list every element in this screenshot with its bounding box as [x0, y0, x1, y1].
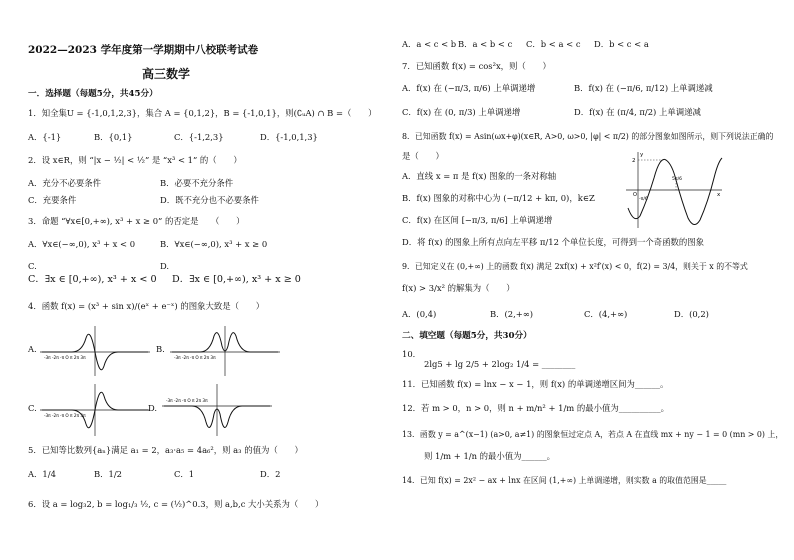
q7-option-a: A．f(x) 在 (−π/3, π/6) 上单调递增 — [402, 83, 536, 93]
q1-option-c: C．{-1,2,3} — [174, 132, 224, 142]
q4-graph-a — [36, 322, 154, 378]
q9-option-b: B．(2,+∞) — [490, 309, 534, 319]
section-1-heading: 一．选择题（每题5分，共45分） — [28, 89, 158, 99]
q14-stem: 14．已知 f(x) = 2x² − ax + lnx 在区间 (1,+∞) 上单调递增，则实数 a 的取值范围是_____ — [402, 476, 727, 485]
q8-option-d: D．将 f(x) 的图象上所有点向左平移 π/12 个单位长度，可得到一个奇函数的图象 — [402, 237, 704, 247]
q2-option-d: D．既不充分也不必要条件 — [160, 195, 259, 205]
q3-option-c-label: C. — [28, 261, 37, 271]
q10-stem: 10． — [402, 349, 422, 359]
section-2-heading: 二、填空题（每题5分，共30分） — [402, 331, 532, 341]
q3-stem: 3．命题 “∀x∈[0,+∞), x³ + x ≥ 0” 的否定是 （ ） — [28, 216, 245, 226]
exam-title: 2022—2023 学年度第一学期期中八校联考试卷 — [28, 44, 259, 56]
q8-option-a: A．直线 x = π 是 f(x) 图象的一条对称轴 — [402, 171, 557, 181]
q8-label-x: x — [717, 192, 721, 198]
q6-option-a: A．a < c < b — [402, 39, 457, 49]
q1-option-a: A．{-1} — [28, 132, 62, 142]
q6-option-b: B．a < b < c — [458, 39, 513, 49]
q6-stem: 6．设 a = log₃2, b = log₁/₃ ½, c = (½)^0.3，则 a,b,c 大小关系为（ ） — [28, 499, 324, 509]
q8-stem: 8．已知函数 f(x) = Asin(ωx+φ)(x∈R, A>0, ω>0, |φ| < π/2) 的部分图象如图所示，则下列说法正确的 — [402, 132, 774, 141]
q1-option-d: D．{-1,0,1,3} — [260, 132, 318, 142]
q4-ticks-a: -3π -2π -π O π 2π 3π — [44, 355, 86, 360]
q2-stem: 2．设 x∈R，则 “|x − ½| < ½” 是 “x³ < 1” 的（ ） — [28, 155, 242, 165]
q8-stem-cont: 是（ ） — [402, 151, 444, 161]
q4-ticks-d: -3π -2π -π O π 2π 3π — [166, 398, 208, 403]
q2-option-a: A．充分不必要条件 — [28, 178, 102, 188]
q4-label-b: B. — [156, 344, 165, 354]
q7-option-c: C．f(x) 在 (0, π/3) 上单调递增 — [402, 107, 521, 117]
q8-sine-graph — [624, 150, 724, 230]
q7-stem: 7．已知函数 f(x) = cos²x，则（ ） — [402, 61, 551, 71]
q3-option-d: D．∃x ∈ [0,+∞), x³ + x ≥ 0 — [172, 274, 301, 285]
q4-label-a: A. — [28, 344, 37, 354]
exam-subtitle: 高三数学 — [142, 67, 191, 81]
q2-option-b: B．必要不充分条件 — [160, 178, 234, 188]
q5-option-a: A．1/4 — [28, 469, 56, 479]
q6-option-d: D．b < c < a — [594, 39, 649, 49]
q3-option-c: C．∃x ∈ [0,+∞), x³ + x < 0 — [28, 274, 157, 285]
q9-option-d: D．(0,2) — [674, 309, 709, 319]
q10-expression: 2lg5 + lg 2/5 + 2log₂ 1/4 = ________ — [424, 359, 576, 369]
q7-option-d: D．f(x) 在 (π/4, π/2) 上单调递减 — [574, 107, 701, 117]
q8-label-5pi6: 5π/6 — [672, 177, 682, 182]
q13-stem-cont: 则 1/m + 1/n 的最小值为______。 — [424, 451, 556, 461]
q9-option-a: A．(0,4) — [402, 309, 437, 319]
q4-label-c: C. — [28, 403, 37, 413]
q4-label-d: D. — [148, 403, 158, 413]
q5-stem: 5．已知等比数列{aₙ}满足 a₁ = 2，a₃·a₅ = 4a₆²，则 a₃ 的值为（ ） — [28, 445, 303, 455]
q3-option-d-label: D. — [160, 261, 170, 271]
q3-option-a: A．∀x∈(−∞,0), x³ + x < 0 — [28, 239, 136, 249]
q11-stem: 11．已知函数 f(x) = lnx − x − 1，则 f(x) 的单调递增区间为______。 — [402, 379, 669, 389]
q9-stem: 9．已知定义在 (0,+∞) 上的函数 f(x) 满足 2xf(x) + x²f′(x) < 0，f(2) = 3/4，则关于 x 的不等式 — [402, 262, 748, 271]
q12-stem: 12．若 m > 0，n > 0，则 n + m/n² + 1/m 的最小值为__________。 — [402, 403, 670, 413]
q8-option-c: C．f(x) 在区间 [−π/3, π/6] 上单调递增 — [402, 215, 553, 225]
q4-graph-b — [166, 322, 284, 378]
q7-option-b: B．f(x) 在 (−π/6, π/12) 上单调递减 — [574, 83, 713, 93]
q4-graph-d — [158, 380, 276, 438]
q3-option-b: B．∀x∈(−∞,0), x³ + x ≥ 0 — [160, 239, 268, 249]
q5-option-c: C．1 — [174, 469, 195, 479]
q4-ticks-b: -3π -2π -π O π 2π 3π — [174, 355, 216, 360]
q8-label-neg-pi6: -π/6 — [639, 197, 648, 202]
q4-ticks-c: -3π -2π -π O π 2π 3π — [44, 413, 86, 418]
q2-option-c: C．充要条件 — [28, 195, 77, 205]
q8-label-origin: O — [633, 192, 637, 198]
q6-option-c: C．b < a < c — [526, 39, 581, 49]
q9-stem-cont: f(x) > 3/x² 的解集为（ ） — [402, 283, 515, 293]
q4-stem: 4．函数 f(x) = (x³ + sin x)/(eˣ + e⁻ˣ) 的图象大致是（ ） — [28, 301, 265, 311]
q8-label-2: 2 — [632, 158, 636, 164]
q1-option-b: B．{0,1} — [94, 132, 133, 142]
q13-stem: 13．函数 y = a^(x−1) (a>0, a≠1) 的图象恒过定点 A，若点 A 在直线 mx + ny − 1 = 0 (mn > 0) 上， — [402, 430, 784, 439]
q5-option-d: D．2 — [260, 469, 281, 479]
q8-option-b: B．f(x) 图象的对称中心为 (−π/12 + kπ, 0)，k∈Z — [402, 193, 595, 203]
q4-graph-c — [36, 380, 154, 438]
q9-option-c: C．(4,+∞) — [584, 309, 628, 319]
q8-label-y: y — [640, 152, 644, 158]
q5-option-b: B．1/2 — [94, 469, 123, 479]
q1-stem: 1．知全集U = {-1,0,1,2,3}，集合 A = {0,1,2}，B = {-1,0,1}，则(∁ᵤA) ∩ B =（ ） — [28, 108, 377, 118]
